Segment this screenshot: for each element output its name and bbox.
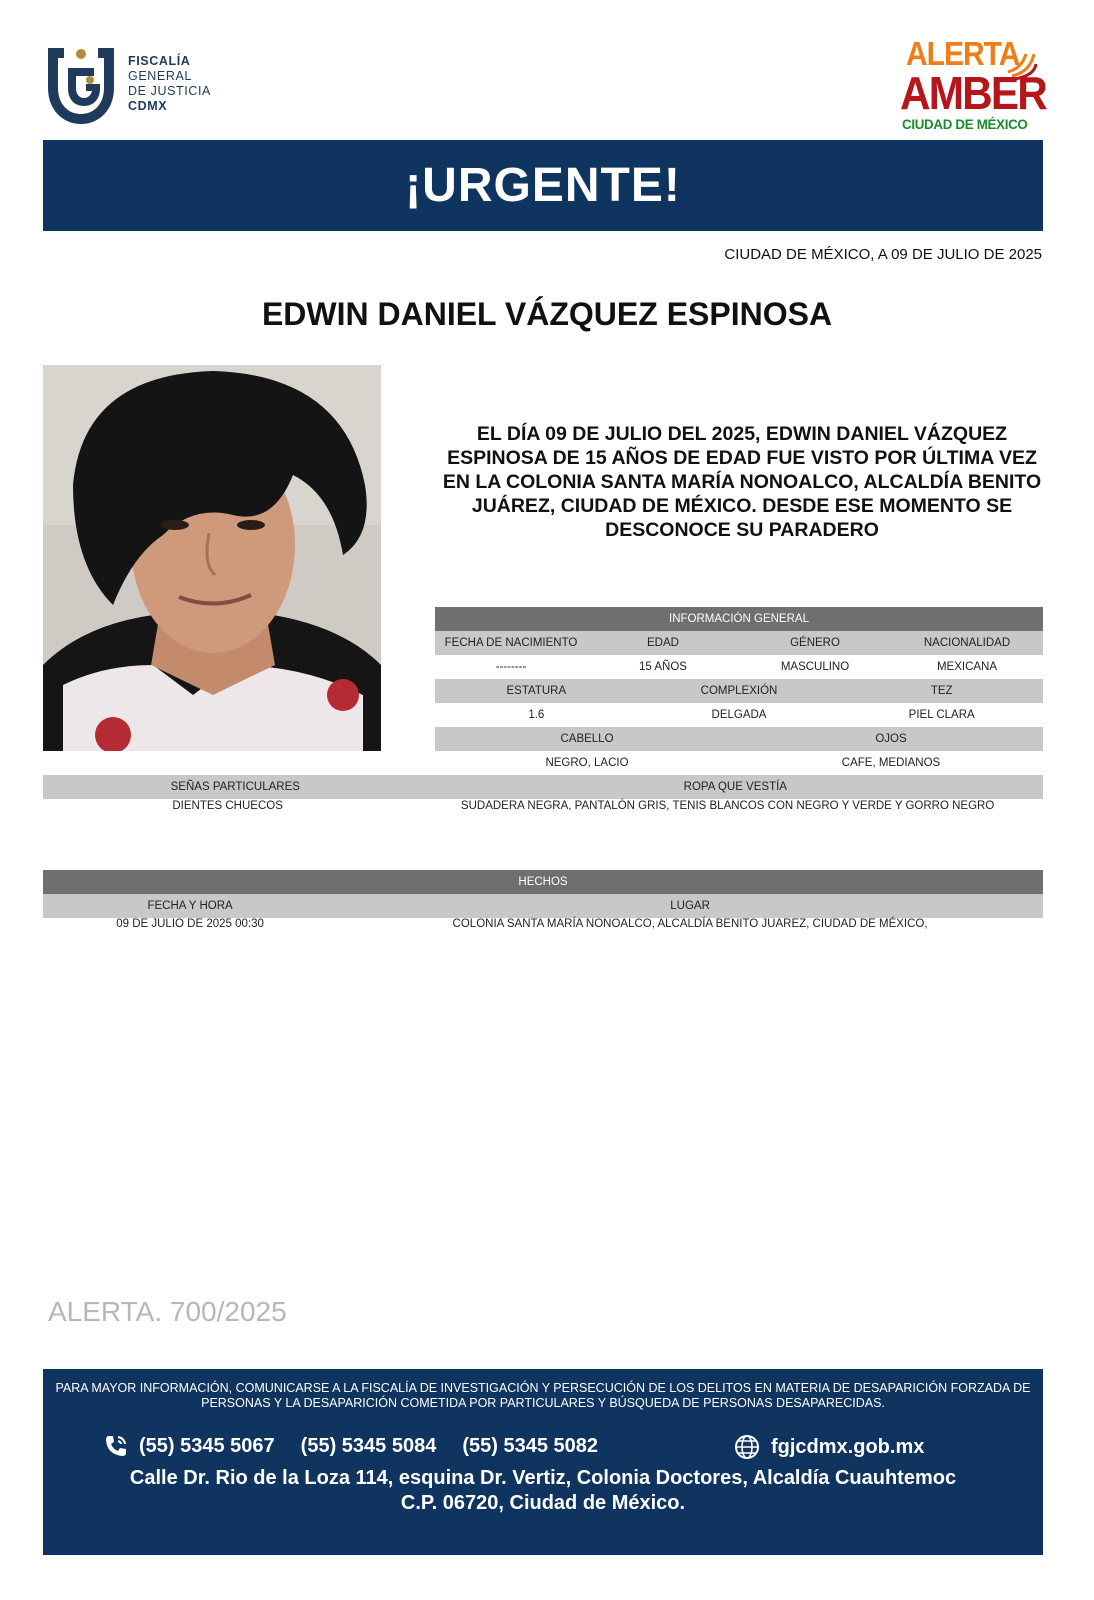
header-birthdate: FECHA DE NACIMIENTO [444,637,578,649]
phone-icon [103,1433,129,1459]
amber-line-3: CIUDAD DE MÉXICO [902,116,1028,132]
general-info-row1-values [435,655,1043,679]
value-clothing: SUDADERA NEGRA, PANTALÓN GRIS, TENIS BLANCOS CON NEGRO Y VERDE Y GORRO NEGRO [460,800,995,812]
general-info-header [435,607,1043,631]
header-clothing: ROPA QUE VESTÍA [683,781,787,793]
header-nationality: NACIONALIDAD [923,637,1011,649]
facts-header [43,870,1043,894]
alert-code: ALERTA. 700/2025 [48,1296,287,1327]
general-info-row3-headers [435,727,1043,751]
date-line: CIUDAD DE MÉXICO, A 09 DE JULIO DE 2025 [724,246,1042,263]
header-date-time: FECHA Y HORA [147,900,233,912]
value-eyes: CAFE, MEDIANOS [841,757,941,769]
value-gender: MASCULINO [780,661,850,673]
header-age: EDAD [647,637,679,649]
alerta-amber-logo [900,38,1050,134]
value-complexion: PIEL CLARA [908,709,975,721]
header-gender: GÉNERO [790,637,840,649]
general-info-row4-headers [43,775,1043,799]
header-place: LUGAR [670,900,710,912]
globe-icon [733,1433,761,1461]
value-nationality: MEXICANA [936,661,998,673]
website [733,1433,924,1461]
amber-line-1: ALERTA [906,36,1020,73]
urgent-banner [43,140,1043,231]
phone-list [103,1433,624,1459]
value-marks: DIENTES CHUECOS [172,800,283,812]
general-info-row3-values [435,751,1043,775]
fgj-line-2: GENERAL [128,69,192,83]
header-height: ESTATURA [506,685,567,697]
fgj-line-3: DE JUSTICIA [128,84,211,98]
value-build: DELGADA [711,709,767,721]
footer-intro: PARA MAYOR INFORMACIÓN, COMUNICARSE A LA FISCALÍA DE INVESTIGACIÓN Y PERSECUCIÓN DE LOS DELITOS EN MATERIA DE DESAPARICIÓN FORZADA DE PERSONAS Y LA DESAPARICIÓN COMETIDA POR PARTICULARES Y BÚSQUEDA DE PERSONAS DESAPARECIDAS. [55,1381,1031,1410]
contact-footer [43,1369,1043,1555]
header-hair: CABELLO [560,733,614,745]
header-complexion: TEZ [930,685,953,697]
value-birthdate: -------- [495,661,527,673]
value-height: 1.6 [528,709,545,721]
header-marks: SEÑAS PARTICULARES [170,781,300,793]
facts-values [43,918,1043,936]
phone-1[interactable]: (55) 5345 5067 [139,1434,275,1457]
website-link[interactable]: fgjcdmx.gob.mx [771,1435,925,1458]
facts-headers [43,894,1043,918]
amber-line-2: AMBER [900,67,1046,119]
value-hair: NEGRO, LACIO [545,757,629,769]
phone-2[interactable]: (55) 5345 5084 [300,1434,437,1457]
general-info-title: INFORMACIÓN GENERAL [669,613,809,625]
header-build: COMPLEXIÓN [700,685,778,697]
address-line-1: Calle Dr. Rio de la Loza 114, esquina Dr. Vertiz, Colonia Doctores, Alcaldía Cuauhtemoc [129,1467,957,1489]
value-date-time: 09 DE JULIO DE 2025 00:30 [116,918,264,930]
address-line-2: C.P. 06720, Ciudad de México. [400,1492,686,1514]
fgj-emblem-icon [44,44,118,128]
fgj-line-1: FISCALÍA [128,54,191,68]
header-eyes: OJOS [875,733,907,745]
person-name: EDWIN DANIEL VÁZQUEZ ESPINOSA [261,296,833,332]
fgj-line-4: CDMX [128,99,168,113]
general-info-row2-headers [435,679,1043,703]
address [43,1466,1043,1516]
general-info-row1-headers [435,631,1043,655]
facts-title: HECHOS [518,876,568,888]
general-info-row4-values [43,799,1043,813]
urgent-title: ¡URGENTE! [405,159,681,212]
phone-3[interactable]: (55) 5345 5082 [462,1434,599,1457]
value-age: 15 AÑOS [639,661,687,673]
value-place: COLONIA SANTA MARÍA NONOALCO, ALCALDÍA BENITO JUAREZ, CIUDAD DE MÉXICO, [452,918,928,930]
person-photo [43,365,381,751]
event-description: EL DÍA 09 DE JULIO DEL 2025, EDWIN DANIEL VÁZQUEZ ESPINOSA DE 15 AÑOS DE EDAD FUE VISTO POR ÚLTIMA VEZ EN LA COLONIA SANTA MARÍA NONOALCO, ALCALDÍA BENITO JUÁREZ, CIUDAD DE MÉXICO. DESDE ESE MOMENTO SE DESCONOCE SU PARADERO [442,423,1042,541]
general-info-row2-values [435,703,1043,727]
fgj-logo [44,44,224,128]
